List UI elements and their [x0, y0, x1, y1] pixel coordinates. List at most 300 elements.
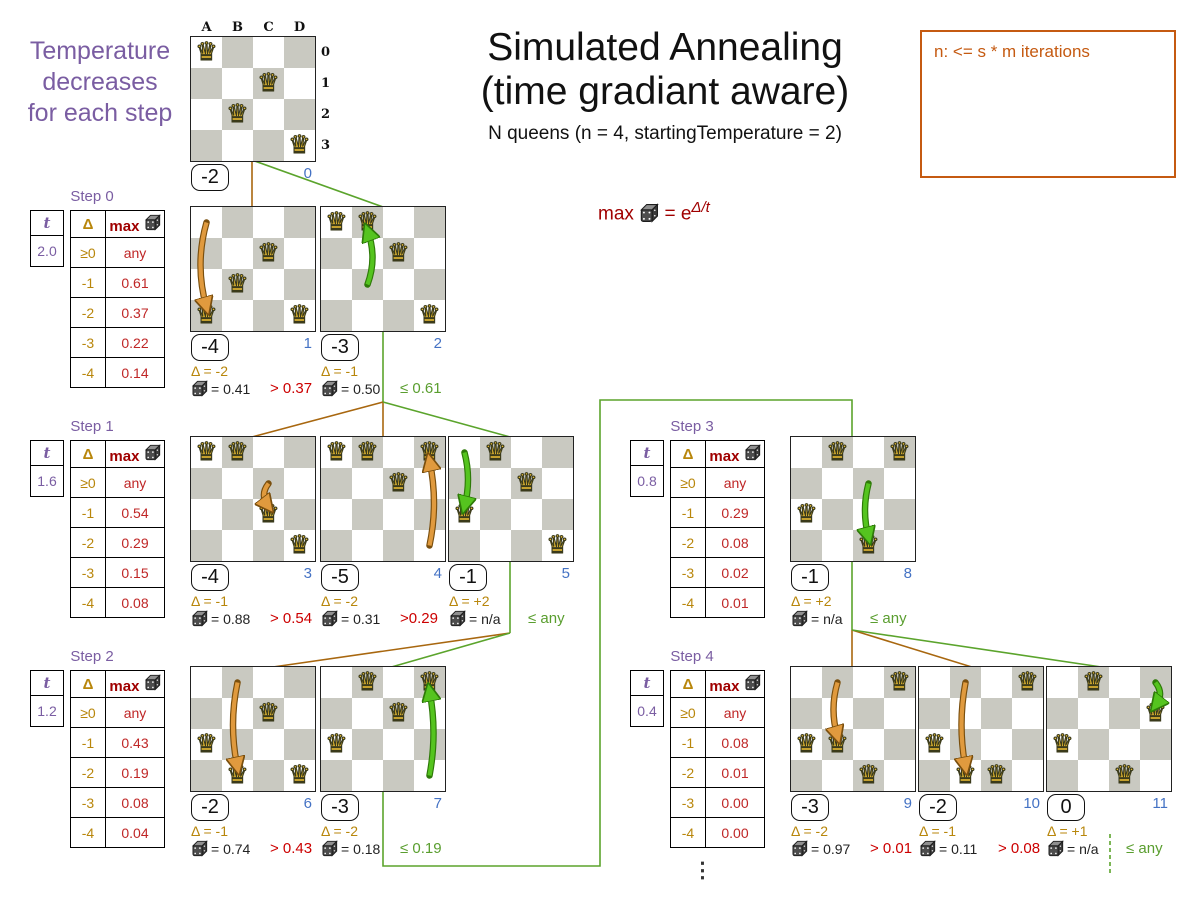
max-value: 0.04: [106, 818, 165, 848]
max-value: 0.02: [706, 558, 765, 588]
queen-icon: ♛: [356, 438, 379, 466]
board-cell: [791, 437, 822, 468]
acceptance-row: [671, 588, 765, 618]
board-cell: [222, 130, 253, 161]
temperature-note-line: for each step: [27, 99, 173, 127]
queen-icon: ♛: [288, 761, 311, 789]
comparison-reject: > 0.37: [270, 380, 313, 397]
delta-value: -4: [671, 588, 706, 618]
score-badge: -1: [449, 564, 487, 591]
board-cell: [1047, 729, 1078, 760]
dice-icon: [639, 203, 659, 229]
max-header: max: [706, 441, 765, 468]
max-header: max: [106, 211, 165, 238]
delta-value: ≥0: [671, 698, 706, 728]
board-index: 0: [303, 165, 312, 182]
board-cell: [383, 468, 414, 499]
board-cell: [352, 269, 383, 300]
acceptance-row: [71, 298, 165, 328]
board-cell: [321, 468, 352, 499]
board-cell: [222, 499, 253, 530]
dice-icon: [449, 610, 466, 627]
delta-value: -1: [671, 728, 706, 758]
delta-annotation: Δ = -2: [791, 823, 828, 839]
delta-annotation: Δ = -2: [321, 593, 358, 609]
board-cell: [981, 760, 1012, 791]
max-value: 0.61: [106, 268, 165, 298]
max-value: 0.43: [106, 728, 165, 758]
t-header: t: [31, 441, 64, 466]
board-cell: [414, 698, 445, 729]
dice-annotation: [321, 380, 380, 397]
t-value: 1.2: [31, 696, 64, 727]
comparison-accept: ≤ any: [1126, 840, 1163, 857]
board-cell: [222, 530, 253, 561]
board-cell: [352, 300, 383, 331]
queen-icon: ♛: [888, 438, 911, 466]
board-cell: [321, 207, 352, 238]
board-cell: [822, 437, 853, 468]
queen-icon: ♛: [226, 761, 249, 789]
queen-icon: ♛: [257, 69, 280, 97]
dice-icon: [639, 203, 659, 223]
max-value: any: [106, 238, 165, 268]
board-cell: [352, 207, 383, 238]
delta-annotation: Δ = -1: [191, 593, 228, 609]
board-cell: [822, 530, 853, 561]
board-cell: [352, 760, 383, 791]
chess-board-10: [918, 666, 1044, 792]
column-label: A: [201, 20, 212, 35]
max-value: any: [106, 698, 165, 728]
board-cell: [191, 667, 222, 698]
board-cell: [253, 130, 284, 161]
board-cell: [253, 269, 284, 300]
board-cell: [352, 530, 383, 561]
board-cell: [222, 269, 253, 300]
delta-annotation: Δ = -1: [321, 363, 358, 379]
queen-icon: ♛: [195, 730, 218, 758]
board-cell: [414, 437, 445, 468]
green-tree-connector: [252, 160, 383, 207]
chess-board-2: [320, 206, 446, 332]
board-cell: [191, 37, 222, 68]
board-cell: [919, 760, 950, 791]
board-cell: [414, 300, 445, 331]
board-cell: [1078, 667, 1109, 698]
board-cell: [884, 667, 915, 698]
board-cell: [191, 99, 222, 130]
queen-icon: ♛: [325, 730, 348, 758]
acceptance-row: [71, 588, 165, 618]
board-cell: [253, 499, 284, 530]
board-cell: [383, 300, 414, 331]
board-cell: [222, 68, 253, 99]
acceptance-row: [671, 758, 765, 788]
board-cell: [253, 729, 284, 760]
board-cell: [191, 207, 222, 238]
board-cell: [853, 468, 884, 499]
dice-icon: [321, 610, 338, 627]
board-index: 6: [303, 795, 312, 812]
t-header: t: [631, 441, 664, 466]
delta-annotation: Δ = -1: [919, 823, 956, 839]
max-value: 0.00: [706, 818, 765, 848]
board-cell: [414, 729, 445, 760]
board-cell: [919, 698, 950, 729]
queen-icon: ♛: [857, 531, 880, 559]
chess-board-1: [190, 206, 316, 332]
chess-board-4: [320, 436, 446, 562]
score-badge: -4: [191, 334, 229, 361]
max-value: 0.37: [106, 298, 165, 328]
acceptance-row: [671, 818, 765, 848]
comparison-accept: ≤ 0.19: [400, 840, 442, 857]
board-cell: [352, 729, 383, 760]
board-cell: [414, 530, 445, 561]
delta-value: -3: [71, 788, 106, 818]
max-header: max: [706, 671, 765, 698]
board-cell: [480, 468, 511, 499]
acceptance-row: [71, 498, 165, 528]
queen-icon: ♛: [226, 270, 249, 298]
queen-icon: ♛: [418, 668, 441, 696]
comparison-accept: ≤ any: [528, 610, 565, 627]
board-cell: [222, 729, 253, 760]
delta-value: -2: [71, 758, 106, 788]
delta-annotation: Δ = -2: [321, 823, 358, 839]
iterations-note-text: n: <= s * m iterations: [934, 42, 1090, 61]
board-cell: [511, 437, 542, 468]
acceptance-row: [71, 818, 165, 848]
t-header: t: [631, 671, 664, 696]
board-cell: [222, 667, 253, 698]
max-value: 0.14: [106, 358, 165, 388]
board-cell: [1078, 698, 1109, 729]
board-cell: [321, 729, 352, 760]
board-cell: [449, 499, 480, 530]
acceptance-row: [671, 468, 765, 498]
dice-annotation: [321, 610, 380, 627]
board-cell: [284, 269, 315, 300]
dice-icon: [791, 610, 808, 627]
board-cell: [822, 667, 853, 698]
board-cell: [284, 300, 315, 331]
score-badge: -2: [191, 794, 229, 821]
board-cell: [884, 437, 915, 468]
board-cell: [321, 667, 352, 698]
temperature-table-3: [630, 440, 664, 497]
max-value: 0.08: [106, 588, 165, 618]
queen-icon: ♛: [288, 531, 311, 559]
board-cell: [352, 437, 383, 468]
board-cell: [191, 269, 222, 300]
board-cell: [253, 437, 284, 468]
title-block: [410, 26, 920, 145]
column-label: C: [263, 20, 274, 35]
max-value: 0.08: [706, 528, 765, 558]
score-badge: -1: [791, 564, 829, 591]
board-cell: [253, 99, 284, 130]
delta-value: -3: [671, 788, 706, 818]
board-cell: [383, 698, 414, 729]
acceptance-row: [71, 558, 165, 588]
board-cell: [383, 760, 414, 791]
queen-icon: ♛: [288, 131, 311, 159]
acceptance-row: [671, 728, 765, 758]
dice-icon: [919, 840, 936, 857]
board-cell: [1140, 667, 1171, 698]
step-title-1: Step 1: [70, 418, 114, 435]
max-value: 0.19: [106, 758, 165, 788]
queen-icon: ♛: [325, 208, 348, 236]
chess-board-3: [190, 436, 316, 562]
dice-value: = n/a: [811, 610, 843, 627]
column-label: B: [232, 20, 243, 35]
comparison-reject: > 0.43: [270, 840, 313, 857]
acceptance-row: [671, 698, 765, 728]
queen-icon: ♛: [888, 668, 911, 696]
queen-icon: ♛: [1144, 699, 1167, 727]
board-cell: [253, 37, 284, 68]
board-cell: [853, 667, 884, 698]
acceptance-table-1: [70, 440, 165, 618]
column-label: D: [293, 20, 306, 35]
board-cell: [853, 698, 884, 729]
board-cell: [791, 468, 822, 499]
max-value: any: [706, 468, 765, 498]
board-cell: [414, 238, 445, 269]
t-header: t: [31, 211, 64, 236]
dice-annotation: [791, 840, 850, 857]
board-cell: [542, 468, 573, 499]
board-cell: [542, 499, 573, 530]
chess-board-9: [790, 666, 916, 792]
temperature-note: [14, 36, 186, 129]
queen-icon: ♛: [484, 438, 507, 466]
board-index: 3: [303, 565, 312, 582]
t-value: 0.8: [631, 466, 664, 497]
step-title-4: Step 4: [670, 648, 714, 665]
board-cell: [1047, 760, 1078, 791]
orange-tree-connector: [266, 633, 510, 668]
queen-icon: ♛: [195, 301, 218, 329]
board-cell: [853, 760, 884, 791]
queen-icon: ♛: [387, 699, 410, 727]
board-cell: [284, 499, 315, 530]
dice-value: = 0.41: [211, 380, 251, 397]
max-value: 0.29: [706, 498, 765, 528]
dice-icon: [144, 214, 161, 231]
delta-value: ≥0: [71, 468, 106, 498]
score-badge: -5: [321, 564, 359, 591]
board-cell: [284, 468, 315, 499]
comparison-accept: ≤ 0.61: [400, 380, 442, 397]
board-cell: [222, 300, 253, 331]
delta-value: -3: [71, 558, 106, 588]
delta-value: -2: [71, 528, 106, 558]
dice-annotation: [919, 840, 977, 857]
max-value: 0.22: [106, 328, 165, 358]
max-value: 0.00: [706, 788, 765, 818]
board-cell: [253, 530, 284, 561]
board-cell: [791, 760, 822, 791]
queen-icon: ♛: [954, 761, 977, 789]
board-cell: [950, 729, 981, 760]
board-cell: [822, 468, 853, 499]
score-badge: -2: [191, 164, 229, 191]
page-subtitle: N queens (n = 4, startingTemperature = 2): [488, 123, 842, 144]
step-title-3: Step 3: [670, 418, 714, 435]
board-cell: [542, 530, 573, 561]
board-cell: [383, 238, 414, 269]
dice-icon: [744, 444, 761, 461]
board-cell: [284, 37, 315, 68]
board-cell: [1078, 729, 1109, 760]
board-cell: [919, 729, 950, 760]
board-cell: [284, 760, 315, 791]
dice-value: = 0.97: [811, 840, 851, 857]
page-title-line2: (time gradiant aware): [480, 70, 850, 113]
comparison-accept: ≤ any: [870, 610, 907, 627]
board-cell: [321, 238, 352, 269]
delta-value: -1: [671, 498, 706, 528]
acceptance-row: [71, 698, 165, 728]
board-cell: [253, 760, 284, 791]
board-cell: [191, 530, 222, 561]
delta-annotation: Δ = +1: [1047, 823, 1088, 839]
board-cell: [1109, 667, 1140, 698]
acceptance-row: [71, 758, 165, 788]
max-value: 0.01: [706, 588, 765, 618]
dice-value: = 0.31: [341, 610, 381, 627]
delta-annotation: Δ = +2: [449, 593, 490, 609]
dice-value: = 0.74: [211, 840, 251, 857]
dice-icon: [191, 610, 208, 627]
queen-icon: ♛: [795, 500, 818, 528]
delta-value: -2: [671, 528, 706, 558]
board-index: 7: [433, 795, 442, 812]
acceptance-row: [671, 498, 765, 528]
page-title: Simulated Annealing: [487, 26, 843, 69]
max-header: max: [106, 441, 165, 468]
board-cell: [191, 130, 222, 161]
board-cell: [383, 530, 414, 561]
board-cell: [222, 99, 253, 130]
board-cell: [284, 130, 315, 161]
queen-icon: ♛: [546, 531, 569, 559]
acceptance-row: [71, 328, 165, 358]
board-cell: [222, 468, 253, 499]
max-value: any: [106, 468, 165, 498]
delta-header: Δ: [71, 671, 106, 698]
queen-icon: ♛: [857, 761, 880, 789]
dice-annotation: [191, 610, 250, 627]
temperature-table-1: [30, 440, 64, 497]
board-cell: [284, 238, 315, 269]
delta-value: -1: [71, 728, 106, 758]
board-cell: [1012, 729, 1043, 760]
max-value: 0.29: [106, 528, 165, 558]
dice-value: = n/a: [469, 610, 501, 627]
queen-icon: ♛: [826, 730, 849, 758]
board-index: 9: [903, 795, 912, 812]
queen-icon: ♛: [387, 469, 410, 497]
board-cell: [191, 499, 222, 530]
board-cell: [480, 437, 511, 468]
board-cell: [1012, 667, 1043, 698]
delta-value: -4: [71, 358, 106, 388]
board-cell: [253, 698, 284, 729]
board-cell: [284, 207, 315, 238]
dice-icon: [191, 840, 208, 857]
board-cell: [449, 530, 480, 561]
board-cell: [284, 729, 315, 760]
board-index: 2: [433, 335, 442, 352]
board-cell: [480, 530, 511, 561]
board-cell: [321, 437, 352, 468]
delta-header: Δ: [71, 441, 106, 468]
board-cell: [191, 300, 222, 331]
board-cell: [253, 207, 284, 238]
board-cell: [321, 269, 352, 300]
board-cell: [1047, 698, 1078, 729]
board-cell: [383, 269, 414, 300]
acceptance-row: [71, 238, 165, 268]
dice-annotation: [1047, 840, 1099, 857]
queen-icon: ♛: [795, 730, 818, 758]
acceptance-row: [671, 528, 765, 558]
comparison-reject: > 0.54: [270, 610, 313, 627]
comparison-reject: > 0.08: [998, 840, 1041, 857]
t-header: t: [31, 671, 64, 696]
board-cell: [284, 667, 315, 698]
dice-value: = 0.50: [341, 380, 381, 397]
board-cell: [383, 729, 414, 760]
board-cell: [352, 499, 383, 530]
board-cell: [822, 729, 853, 760]
queen-icon: ♛: [387, 239, 410, 267]
queen-icon: ♛: [257, 239, 280, 267]
board-cell: [542, 437, 573, 468]
queen-icon: ♛: [1051, 730, 1074, 758]
dice-icon: [744, 674, 761, 691]
formula-equals: = e: [664, 203, 692, 225]
row-label: 0: [321, 45, 331, 60]
comparison-reject: > 0.01: [870, 840, 913, 857]
queen-icon: ♛: [418, 438, 441, 466]
board-cell: [981, 729, 1012, 760]
acceptance-row: [71, 528, 165, 558]
step-title-2: Step 2: [70, 648, 114, 665]
board-cell: [511, 499, 542, 530]
board-cell: [1109, 760, 1140, 791]
orange-tree-connector: [252, 402, 383, 437]
delta-header: Δ: [671, 671, 706, 698]
temperature-note-line: decreases: [42, 68, 158, 96]
board-cell: [321, 760, 352, 791]
board-cell: [284, 530, 315, 561]
delta-value: -1: [71, 498, 106, 528]
board-cell: [791, 729, 822, 760]
queen-icon: ♛: [325, 438, 348, 466]
board-cell: [222, 437, 253, 468]
board-index: 1: [303, 335, 312, 352]
delta-value: -4: [71, 818, 106, 848]
board-cell: [383, 207, 414, 238]
board-cell: [352, 667, 383, 698]
board-cell: [1012, 698, 1043, 729]
